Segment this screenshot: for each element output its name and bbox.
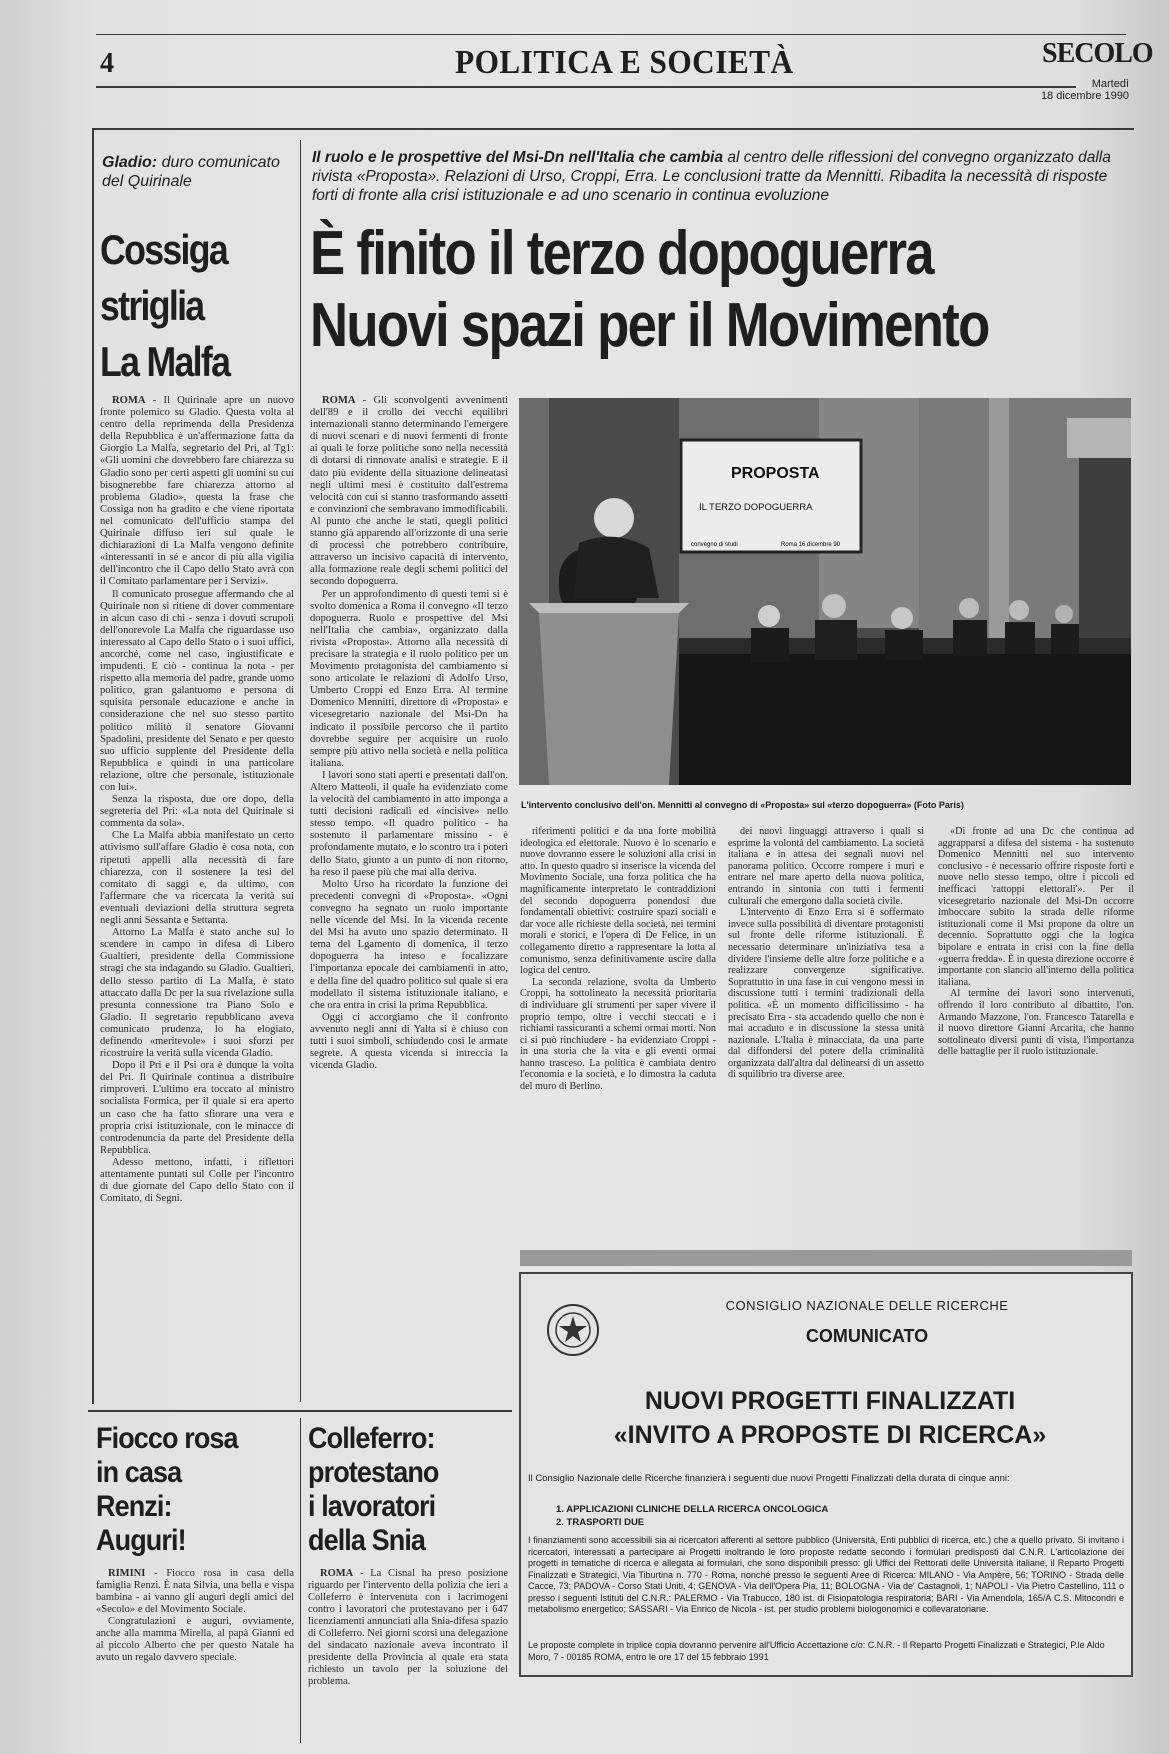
conference-photo-image xyxy=(519,398,1131,785)
colleferro-headline-line: Colleferro: xyxy=(308,1422,435,1455)
column-divider xyxy=(300,140,301,1402)
gladio-dateline: ROMA xyxy=(112,395,146,406)
main-paragraph: Per un approfondimento di questi temi si è svolto domenica a Roma il convegno «Il terzo dopoguerra. Ruolo e prospettive del Msi nell'Italia che cambia», organizzato dalla rivista «Proposta». Attorno alla necessità di precisare la strategia e il ruolo politico per un Movimento protagonista del cambiamento si sono articolate le relazioni di Adolfo Urso, Umberto Croppi ed Enzo Erra. Al termine Domenico Mennitti, direttore di «Proposta» e vicesegretario nazionale del Msi-Dn ha indicato il possibile percorso che il partito dovrebbe seguire per acquisire un ruolo sempre più attivo nella società e nella politica italiana. xyxy=(310,588,508,769)
ad-organization: CONSIGLIO NAZIONALE DELLE RICERCHE xyxy=(725,1298,1009,1313)
ad-body: I finanziamenti sono accessibili sia ai ricercatori afferenti al settore pubblico (Università, Enti pubblici di ricerca, etc.) che a quello privato. Si invitano i ricercatori, interessati a partecipare ai Progetti inoltrando le loro proposte redatte secondo i formulari predisposti dal C.N.R. L'articolazione dei progetti in tematiche di ricerca e allegata ai formulari, che sono disponibili presso: gli Uffici dei Rettorati delle Università italiane, il Reparto Progetti Finalizzati e Strategici, Via Tiburtina n. 770 - Roma, nonché presso le seguenti Aree di Ricerca: MILANO - Via Ampère, 56; TORINO - Strada delle Cacce, 73; PADOVA - Corso Stati Uniti, 4; GENOVA - Via dell'Opera Pia, 11; BOLOGNA - Via de' Castagnoli, 1; NAPOLI - Via Pietro Castellino, 111 o presso i seguenti Istituti del C.N.R.: PALERMO - Via Trabucco, 180 ist. di Fisiopatologia respiratoria; BARI - Via Amendola, 165/A C.S. Mitocondri e metabolismo energetico; SASSARI - Via Enrico de Nicola - ist. per studio problemi biologonomici e collevaratoriane. xyxy=(528,1535,1124,1614)
main-kicker-rest: al centro delle riflessioni del convegno organizzato dalla rivista «Proposta». Relazioni di Urso, Croppi, Erra. Le conclusioni tratte da Mennitti. Ribadita la necessità di risposte forti di fronte alla crisi istituzionale e ad uno scenario in continua evoluzione xyxy=(312,149,1111,204)
renzi-headline xyxy=(96,1422,276,1558)
banner-subtitle: IL TERZO DOPOGUERRA xyxy=(699,502,813,513)
gladio-headline xyxy=(100,222,253,390)
gladio-paragraph: Che La Malfa abbia manifestato un certo attivismo sull'affare Gladio è cosa nota, con ripetuti appelli alla necessità di fare chiarezza, con il sostenere la tesi del comitato di saggi e, da ultimo, con l'affermare che va ricercata la verità sui eventuali deviazioni della struttura segreta negli anni Sessanta e Settanta. xyxy=(100,830,294,927)
main-body-col4 xyxy=(938,826,1134,1234)
banner-left: convegno di studi xyxy=(691,542,738,548)
main-body-col3 xyxy=(728,826,924,1234)
frame-top xyxy=(92,128,1134,130)
main-paragraph: I lavori sono stati aperti e presentati dall'on. Altero Matteoli, il quale ha evidenziato come la velocità del cambiamento in atto imponga a tutti decisioni radicali ed «incisive» nello stesso tempo. «Il quadro politico - ha sostenuto il parlamentare missino - è profondamente mutato, e lo scontro tra i poteri dello Stato, giunto a un punto di non ritorno, ha reso il paese più che mai alla deriva. xyxy=(310,769,508,878)
main-paragraph: La seconda relazione, svolta da Umberto Croppi, ha sottolineato la necessità prioritaria di individuare gli strumenti per saper vivere il proprio tempo, oltre i vecchi steccati e i richiami rassicuranti a schemi ormai morti. Non ci si può rinchiudere - ha evidenziato Croppi - in una storia che la vita e gli eventi ormai hanno trasceso. La politica è cambiata dentro l'economia e la società, e lo dimostra la caduta del muro di Berlino. xyxy=(520,976,716,1093)
renzi-headline-line: in casa xyxy=(96,1456,182,1489)
gladio-headline-line: Cossiga xyxy=(100,226,227,273)
gladio-kicker-rest: duro comunicato del Quirinale xyxy=(102,154,280,190)
ad-band xyxy=(520,1250,1132,1266)
header-rule xyxy=(96,86,1076,88)
ad-footer: Le proposte complete in triplice copia dovranno pervenire all'Ufficio Accettazione c/o: C.N.R. - Il Reparto Progetti Finalizzati e Strategici, P.le Aldo Moro, 7 - 00185 ROMA, entro le ore 17 del 15 febbraio 1991 xyxy=(528,1640,1105,1662)
main-paragraph: L'intervento di Enzo Erra si è soffermato invece sulla possibilità di diventare protagonisti sul fronte delle riforme istituzionali. È necessario determinare un'iniziativa tesa a dividere l'insieme delle altre forze politiche e a realizzare convergenze significative. Soprattutto in una fase in cui vengono messi in discussione tutti i termini tradizionali della politica. «È un momento difficilissimo - ha precisato Erra - sta accadendo quello che non è mai accaduto e in discussione la stessa unità nazionale. L'Italia è minacciata, da una parte dal diffondersi del potere della criminalità organizzata dall'altra dal delinearsi di un assetto di squilibrio tra diverse aree. xyxy=(728,907,924,1081)
main-paragraph: Al termine dei lavori sono intervenuti, offrendo il loro contributo al dibattito, l'on. Armando Mazzone, l'on. Francesco Tatarella e il nuovo direttore Gianni Arcarita, che hanno sottolineato diversi punti di vista, l'importanza delle battaglie per il ruolo istituzionale. xyxy=(938,988,1134,1058)
dateline xyxy=(1041,78,1129,102)
section-title: POLITICA E SOCIETÀ xyxy=(455,44,794,81)
ad-project-item: 1. APPLICAZIONI CLINICHE DELLA RICERCA ONCOLOGICA xyxy=(556,1504,829,1515)
ad-intro: Il Consiglio Nazionale delle Ricerche finanzierà i seguenti due nuovi Progetti Finalizzati della durata di cinque anni: xyxy=(528,1473,1010,1484)
page-number: 4 xyxy=(100,48,114,79)
bottom-frame-top xyxy=(88,1410,512,1412)
colleferro-paragraph: - La Cisnal ha preso posizione riguardo per l'intervento della polizia che ieri a Colleferro è intervenuta con i lacrimogeni contro i lavoratori che protestavano per i 647 licenziamenti annunciati alla Snia-difesa spazio di Colleferro. Nei giorni scorsi una delegazione del sindacato nazionale aveva incontrato il presidente della Provincia al quale era stata richiesto un tavolo per la soluzione del problema. xyxy=(308,1568,508,1687)
republic-emblem-icon xyxy=(545,1302,601,1358)
gladio-body xyxy=(100,395,294,1400)
gladio-paragraph: Adesso mettono, infatti, i riflettori attentamente puntati sul Colle per l'incontro di due giornate del Capo dello Stato con il Comitato, di Segni. xyxy=(100,1156,294,1205)
gladio-paragraph: Dopo il Pri e il Psi ora è dunque la volta del Pri. Il Quirinale continua a distribuire rimproveri. L'ultimo era toccato al ministro socialista Formica, per il quale si era aperto un caso che ha fatto sfiorare una vera e propria crisi istituzionale, con le minacce di controdenuncia da parte del Presidente della Repubblica. xyxy=(100,1060,294,1156)
main-kicker-bold: Il ruolo e le prospettive del Msi-Dn nell'Italia che cambia xyxy=(312,149,724,166)
renzi-dateline: RIMINI xyxy=(108,1568,146,1579)
gladio-headline-line: striglia xyxy=(100,282,204,329)
renzi-headline-line: Fiocco rosa xyxy=(96,1422,238,1455)
colleferro-headline-line: della Snia xyxy=(308,1524,426,1557)
main-paragraph: «Di fronte ad una Dc che continua ad aggrapparsi a difesa del sistema - ha sostenuto Domenico Mennitti nel suo intervento conclusivo - è necessario offrire risposte forti e nuove nello stesso tempo, oltre i piccoli ed inefficaci 'rattoppi elettorali'». Per il vicesegretario nazionale del Msi-Dn occorre imboccare subito la strada delle riforme istituzionali come il Msi propone da oltre un decennio. Soprattutto oggi che la logica bipolare e entrata in crisi con la fine della «guerra fredda». È in questa direzione occorre è importante con slancio all'interno della politica italiana. xyxy=(938,826,1134,988)
banner-title: PROPOSTA xyxy=(731,465,820,482)
colleferro-dateline: ROMA xyxy=(320,1568,354,1579)
gladio-kicker xyxy=(102,153,282,191)
gladio-kicker-bold: Gladio: xyxy=(102,154,158,171)
main-headline xyxy=(310,218,1007,362)
colleferro-headline-line: protestano xyxy=(308,1456,439,1489)
renzi-paragraph: Congratulazioni e auguri, ovviamente, anche alla mamma Mirella, al papà Gianni ed al piccolo Alberto che per questo Natale ha avuto un regalo davvero speciale. xyxy=(96,1616,294,1663)
renzi-paragraph: - Fiocco rosa in casa della famiglia Renzi. È nata Silvia, una bella e vispa bambina - ai vanno gli auguri degli amici del «Secolo» e del Movimento Sociale. xyxy=(96,1568,294,1615)
gladio-paragraph: Senza la risposta, due ore dopo, della segreteria del Pri: «La nota del Quirinale si commenta da sola». xyxy=(100,794,294,830)
ad-title-line: «INVITO A PROPOSTE DI RICERCA» xyxy=(613,1421,1047,1449)
colleferro-headline-line: i lavoratori xyxy=(308,1490,436,1523)
main-paragraph: Molto Urso ha ricordato la funzione dei precedenti convegni di «Proposta». «Ogni convegno ha segnato un ruolo importante nelle vicende del Msi. In la vicenda recente del Msi ha avuto uno spazio determinato. Il tema del Lgamento di domenica, il terzo dopoguerra ha inteso e focalizzare l'importanza epocale dei cambiamenti in atto, e della fine del quadro politico sul quale si era modellato il sistema istituzionale italiano, e che ora entra in crisi la prima Repubblica. xyxy=(310,878,508,1011)
ad-title xyxy=(540,1384,1120,1452)
ad-title-line: NUOVI PROGETTI FINALIZZATI xyxy=(644,1387,1016,1415)
gladio-paragraph: Attorno La Malfa è stato anche sul lo scendere in campo in difesa di Libero Gualtieri, presidente della Commissione stragi che sta indagando su Gladio. Gualtieri, dello stesso partito di La Malfa, è stato attaccato dalla Dc per la sua rivelazione sulla presunta connessione tra Piano Solo e Gladio. Il segretario repubblicano aveva comunicato prudenza, lo ha elogiato, definendo «meritevole» i suoi sforzi per ricostruire la verità sulla vicenda Gladio. xyxy=(100,927,294,1060)
conference-photo xyxy=(519,398,1131,785)
ad-project-list xyxy=(556,1503,1116,1529)
main-headline-line: Nuovi spazi per il Movimento xyxy=(310,291,989,360)
renzi-body xyxy=(96,1568,294,1748)
main-paragraph: riferimenti politici e da una forte mobilità ideologica ed elettorale. Nuovo è lo scenario e nuove dovranno essere le soluzioni alla crisi in atto. In questo quadro si inserisce la vicenda del Movimento Sociale, una forza politica che ha magnificamente interpretato le contraddizioni del secondo dopoguerra ponendosi due fondamentali obiettivi: costruire spazi sociali e dar voce alle richieste della società, nei termini morali e storici, e l'opera di De Felice, in un collegamento diretto a rappresentare la lotta al comunismo, senza definitivamente uscire dalla logica del centro. xyxy=(520,826,716,977)
gladio-headline-line: La Malfa xyxy=(100,338,230,385)
frame-left xyxy=(92,128,94,1404)
main-paragraph: dei nuovi linguaggi attraverso i quali si esprime la volontà del cambiamento. La società italiana e in attesa dei segnali nuovi nel panorama politico. Occorre rompere i muri e entrare nel mare aperto della nuova politica, entrando in sintonia con tutti i fermenti culturali che emergono dalla società civile. xyxy=(728,826,924,907)
main-kicker xyxy=(312,148,1112,205)
colleferro-body xyxy=(308,1568,508,1748)
renzi-headline-line: Renzi: xyxy=(96,1490,172,1523)
top-rule xyxy=(96,34,1126,35)
main-body-col2 xyxy=(520,826,716,1234)
main-paragraph: - Gli sconvolgenti avvenimenti dell'89 e il crollo dei vecchi equilibri internazionali stanno determinando l'emergere di nuovi scenari e di nuovi fermenti di fronte ai quali le forze politiche sono nella necessità di dotarsi di rinnovate analisi e strategie. E il dato più evidente della situazione delineatasi negli ultimi mesi è costituito dall'estrema velocità con cui si stanno trasformando assetti e convinzioni che sembravano immodificabili. Al punto che anche le stati, quegli politici stanno già apparendo all'orizzonte di una serie di processi che potrebbero contribuire, attraverso un incisivo capacità di intervento, alla formazione reale degli schemi politici del secondo dopoguerra. xyxy=(310,395,508,588)
dateline-date: 18 dicembre 1990 xyxy=(1040,90,1129,102)
ad-project-item: 2. TRASPORTI DUE xyxy=(556,1517,645,1528)
photo-caption: L'intervento conclusivo dell'on. Mennitti al convegno di «Proposta» sul «terzo dopoguerra» (Foto Paris) xyxy=(521,800,964,810)
main-dateline: ROMA xyxy=(322,395,356,406)
main-paragraph: Oggi ci accorgiamo che il confronto avvenuto negli anni di Yalta si è chiuso con tutti i suoi simboli, schiudendo così le armate segrete. A questa vicenda si intreccia la vicenda Gladio. xyxy=(310,1011,508,1072)
renzi-headline-line: Auguri! xyxy=(96,1524,186,1557)
dateline-day: Martedì xyxy=(1091,78,1129,90)
main-body-col1 xyxy=(310,395,508,1400)
ad-comunicato: COMUNICATO xyxy=(805,1326,929,1346)
masthead: SECOLO xyxy=(1042,38,1153,69)
gladio-paragraph: Il comunicato prosegue affermando che al Quirinale non si ritiene di dover commentare in alcun caso di chi - senza i dovuti scrupoli dell'onorevole La Malfa che riguardasse uso interessato al Capo dello Stato o i suoi uffici, ancorché, come nel caso, ingiustificate e impudenti. E ciò - continua la nota - per rispetto alla memoria del padre, grande uomo politico, gran galantuomo e persona di squisita personale educazione e anche in considerazione che nel suo stesso partito politico militò il senatore Giovanni Spadolini, presidente del Senato e per questo suo ufficio supplente del Presidente della Repubblica e quindi in una particolare relazione, oltre che personale, istituzionale con lui». xyxy=(100,588,294,793)
bottom-column-divider xyxy=(300,1418,301,1743)
banner-right: Roma 16 dicembre 90 xyxy=(781,542,841,548)
main-headline-line: È finito il terzo dopoguerra xyxy=(310,219,933,288)
colleferro-headline xyxy=(308,1422,488,1558)
gladio-paragraph: - Il Quirinale apre un nuovo fronte polemico su Gladio. Questa volta al centro della reprimenda della Presidenza della Repubblica è un'affermazione fatta da Giorgio La Malfa, segretario del Pri, al Tg1: «Gli uomini che dovrebbero fare chiarezza su Gladio sono per certi aspetti gli uomini su cui bisognerebbe fare chiarezza attorno al problema Gladio», questa la frase che Cossiga non ha gradito e che viene riportata nel comunicato dell'ufficio stampa del Quirinale diffuso ieri sul quale le dichiarazioni di La Malfa vengono definite «interessanti in sé e ancor di più alla vigilia dell'incontro che il Capo dello Stato avrà con il Comitato parlamentare per i Servizi». xyxy=(100,395,294,588)
